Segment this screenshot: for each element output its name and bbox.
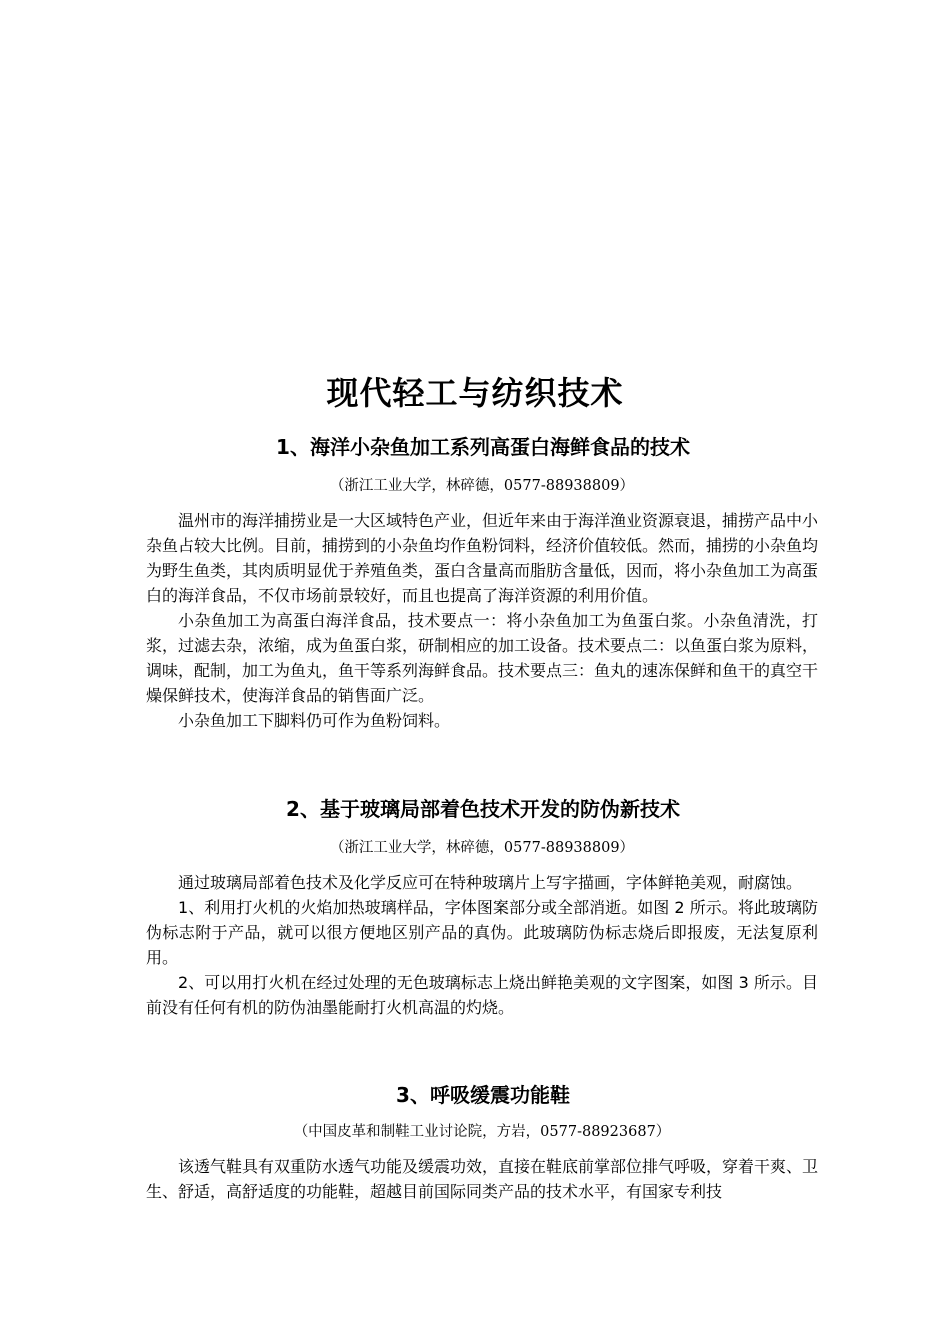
paragraph: 该透气鞋具有双重防水透气功能及缓震功效，直接在鞋底前掌部位排气呼吸，穿着干爽、卫生、舒适，高舒适度的功能鞋，超越目前国际同类产品的技术水平，有国家专利技 <box>146 1157 819 1201</box>
section-title: 1、海洋小杂鱼加工系列高蛋白海鲜食品的技术 <box>276 435 690 459</box>
paragraph: 1、利用打火机的火焰加热玻璃样品，字体图案部分或全部消逝。如图 2 所示。将此玻璃防伪标志附于产品，就可以很方便地区别产品的真伪。此玻璃防伪标志烧后即报废，无法复原利用。 <box>146 898 818 967</box>
paragraph: 通过玻璃局部着色技术及化学反应可在特种玻璃片上写字描画，字体鲜艳美观，耐腐蚀。 <box>178 873 803 892</box>
section-affiliation: （浙江工业大学，林碎德，0577-88938809） <box>329 840 635 856</box>
section-title: 2、基于玻璃局部着色技术开发的防伪新技术 <box>286 797 680 821</box>
section-affiliation: （中国皮革和制鞋工业讨论院，方岩，0577-88923687） <box>293 1124 671 1140</box>
section-affiliation: （浙江工业大学，林碎德，0577-88938809） <box>329 478 635 494</box>
section-glass-anticounterfeit <box>146 794 818 1020</box>
paragraph: 小杂鱼加工为高蛋白海洋食品，技术要点一：将小杂鱼加工为鱼蛋白浆。小杂鱼清洗，打浆，过滤去杂，浓缩，成为鱼蛋白浆，研制相应的加工设备。技术要点二：以鱼蛋白浆为原料，调味，配制，加工为鱼丸，鱼干等系列海鲜食品。技术要点三：鱼丸的速冻保鲜和鱼干的真空干燥保鲜技术，使海洋食品的销售面广泛。 <box>146 611 819 705</box>
section-title: 3、呼吸缓震功能鞋 <box>396 1083 570 1107</box>
paragraph: 小杂鱼加工下脚料仍可作为鱼粉饲料。 <box>178 711 451 730</box>
paragraph: 2、可以用打火机在经过处理的无色玻璃标志上烧出鲜艳美观的文字图案，如图 3 所示。目前没有任何有机的防伪油墨能耐打火机高温的灼烧。 <box>146 973 818 1017</box>
document-title: 现代轻工与纺织技术 <box>326 374 624 413</box>
paragraph: 温州市的海洋捕捞业是一大区域特色产业，但近年来由于海洋渔业资源衰退，捕捞产品中小杂鱼占较大比例。目前，捕捞到的小杂鱼均作鱼粉饲料，经济价值较低。然而，捕捞的小杂鱼均为野生鱼类，其肉质明显优于养殖鱼类，蛋白含量高而脂肪含量低，因而，将小杂鱼加工为高蛋白的海洋食品，不仅市场前景较好，而且也提高了海洋资源的利用价值。 <box>146 511 819 605</box>
section-breathing-shoe <box>146 1080 818 1204</box>
section-fish-processing <box>146 432 818 733</box>
